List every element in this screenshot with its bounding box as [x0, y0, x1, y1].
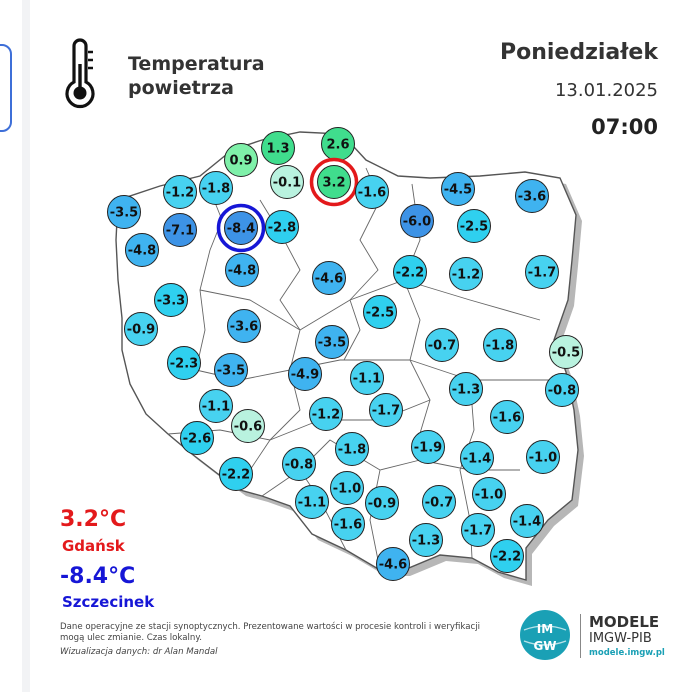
station-value: -2.2: [221, 467, 251, 483]
station-value: -0.9: [126, 322, 156, 338]
station-marker: [225, 144, 258, 177]
station-value: -0.6: [233, 419, 263, 435]
station-value: 1.3: [266, 141, 290, 157]
station-marker: [458, 210, 491, 243]
station-marker: [491, 401, 524, 434]
station-marker: [450, 373, 483, 406]
title-line-2: powietrza: [128, 77, 234, 99]
visualization-credit: Wizualizacja danych: dr Alan Mandal: [60, 647, 218, 657]
station-marker: [322, 128, 355, 161]
station-marker: [232, 410, 265, 443]
station-value: -1.8: [337, 442, 367, 458]
station-value: -1.1: [201, 399, 231, 415]
station-value: -1.1: [297, 495, 327, 511]
station-marker: [377, 548, 410, 581]
title-line-1: Temperatura: [128, 53, 265, 75]
station-marker: [426, 329, 459, 362]
station-marker: [181, 422, 214, 455]
station-value: 3.2: [322, 175, 346, 191]
station-value: -3.5: [317, 335, 347, 351]
station-marker: [289, 358, 322, 391]
station-marker: [364, 296, 397, 329]
logo-divider: [580, 614, 581, 658]
station-value: -1.6: [492, 410, 522, 426]
station-value: -0.7: [427, 338, 457, 354]
station-marker: [200, 172, 233, 205]
station-value: -3.5: [216, 363, 246, 379]
station-marker: [527, 441, 560, 474]
station-value: -4.6: [378, 557, 408, 573]
station-marker: [526, 256, 559, 289]
logo-badge-top: IM: [536, 622, 554, 636]
station-marker: [200, 390, 233, 423]
station-value: -2.6: [182, 431, 212, 447]
station-marker: [412, 431, 445, 464]
station-marker: [550, 336, 583, 369]
station-value: -3.6: [229, 319, 259, 335]
station-marker: [164, 176, 197, 209]
station-value: -2.2: [492, 549, 522, 565]
station-marker: [266, 211, 299, 244]
station-marker: [366, 487, 399, 520]
station-value: -1.7: [463, 523, 493, 539]
station-marker: [394, 256, 427, 289]
data-disclaimer: Dane operacyjne ze stacji synoptycznych. Prezentowane wartości w procesie kontroli i weryfikacji mogą ulec zmianie. Czas lokalny.: [60, 622, 480, 643]
station-marker: [401, 205, 434, 238]
date: 13.01.2025: [554, 80, 658, 101]
station-marker: [423, 486, 456, 519]
station-value: -4.8: [127, 243, 157, 259]
station-value: -1.7: [527, 265, 557, 281]
station-value: -1.8: [485, 338, 515, 354]
station-marker: [126, 234, 159, 267]
station-marker: [461, 442, 494, 475]
station-value: -1.4: [512, 514, 542, 530]
station-marker: [511, 505, 544, 538]
station-value: -6.0: [402, 214, 432, 230]
station-marker: [442, 173, 475, 206]
station-marker: [313, 262, 346, 295]
station-marker: [370, 394, 403, 427]
station-value: -2.3: [169, 356, 199, 372]
logo-org: IMGW-PIB: [589, 631, 652, 646]
station-marker: [310, 398, 343, 431]
station-value: -1.2: [165, 185, 195, 201]
max-temperature: 3.2°C: [60, 507, 127, 532]
station-marker: [215, 354, 248, 387]
imgw-logo-icon: [518, 608, 572, 662]
weekday: Poniedziałek: [499, 40, 658, 65]
station-value: -4.6: [314, 271, 344, 287]
station-value: -1.6: [333, 517, 363, 533]
station-value: -2.5: [365, 305, 395, 321]
station-marker: [125, 313, 158, 346]
time: 07:00: [591, 115, 658, 139]
station-marker: [219, 206, 264, 251]
station-marker: [164, 214, 197, 247]
station-marker: [450, 258, 483, 291]
station-value: -1.0: [474, 487, 504, 503]
station-value: -1.8: [201, 181, 231, 197]
min-temperature-city: Szczecinek: [62, 593, 155, 611]
station-value: -0.5: [551, 345, 581, 361]
station-marker: [155, 284, 188, 317]
station-marker: [168, 347, 201, 380]
station-marker: [484, 329, 517, 362]
station-value: -8.4: [226, 221, 256, 237]
station-value: -1.2: [451, 267, 481, 283]
station-marker: [331, 472, 364, 505]
logo-name: MODELE: [589, 613, 660, 631]
station-value: 2.6: [326, 137, 350, 153]
station-value: -7.1: [165, 223, 195, 239]
logo-url[interactable]: modele.imgw.pl: [589, 648, 665, 658]
station-marker: [108, 196, 141, 229]
station-marker: [473, 478, 506, 511]
station-value: -0.8: [284, 457, 314, 473]
station-value: 0.9: [229, 153, 253, 169]
station-marker: [226, 254, 259, 287]
station-value: -4.5: [443, 182, 473, 198]
station-marker: [262, 132, 295, 165]
station-value: -1.6: [357, 185, 387, 201]
station-marker: [491, 540, 524, 573]
station-value: -3.3: [156, 293, 186, 309]
map-title: [128, 52, 265, 100]
station-marker: [283, 448, 316, 481]
station-marker: [316, 326, 349, 359]
station-value: -4.9: [290, 367, 320, 383]
thermometer-icon: [60, 38, 100, 114]
station-marker: [336, 433, 369, 466]
station-value: -1.7: [371, 403, 401, 419]
station-marker: [462, 514, 495, 547]
station-marker: [228, 310, 261, 343]
station-marker: [271, 166, 304, 199]
station-value: -2.8: [267, 220, 297, 236]
station-marker: [410, 524, 443, 557]
station-value: -3.5: [109, 205, 139, 221]
station-marker: [516, 180, 549, 213]
station-value: -1.3: [451, 382, 481, 398]
station-value: -1.0: [528, 450, 558, 466]
station-value: -0.9: [367, 496, 397, 512]
station-value: -3.6: [517, 189, 547, 205]
station-marker: [351, 362, 384, 395]
station-value: -0.1: [272, 175, 302, 191]
station-marker: [296, 486, 329, 519]
station-marker: [220, 458, 253, 491]
station-value: -1.4: [462, 451, 492, 467]
station-value: -0.7: [424, 495, 454, 511]
max-temperature-city: Gdańsk: [62, 537, 125, 555]
station-marker: [332, 508, 365, 541]
min-temperature: -8.4°C: [60, 564, 136, 589]
station-value: -2.2: [395, 265, 425, 281]
station-value: -4.8: [227, 263, 257, 279]
logo-badge-bottom: GW: [533, 639, 557, 653]
station-marker: [312, 160, 357, 205]
station-value: -2.5: [459, 219, 489, 235]
station-value: -1.2: [311, 407, 341, 423]
station-value: -0.8: [547, 383, 577, 399]
station-value: -1.9: [413, 440, 443, 456]
station-value: -1.3: [411, 533, 441, 549]
station-marker: [546, 374, 579, 407]
station-value: -1.1: [352, 371, 382, 387]
station-marker: [356, 176, 389, 209]
station-value: -1.0: [332, 481, 362, 497]
